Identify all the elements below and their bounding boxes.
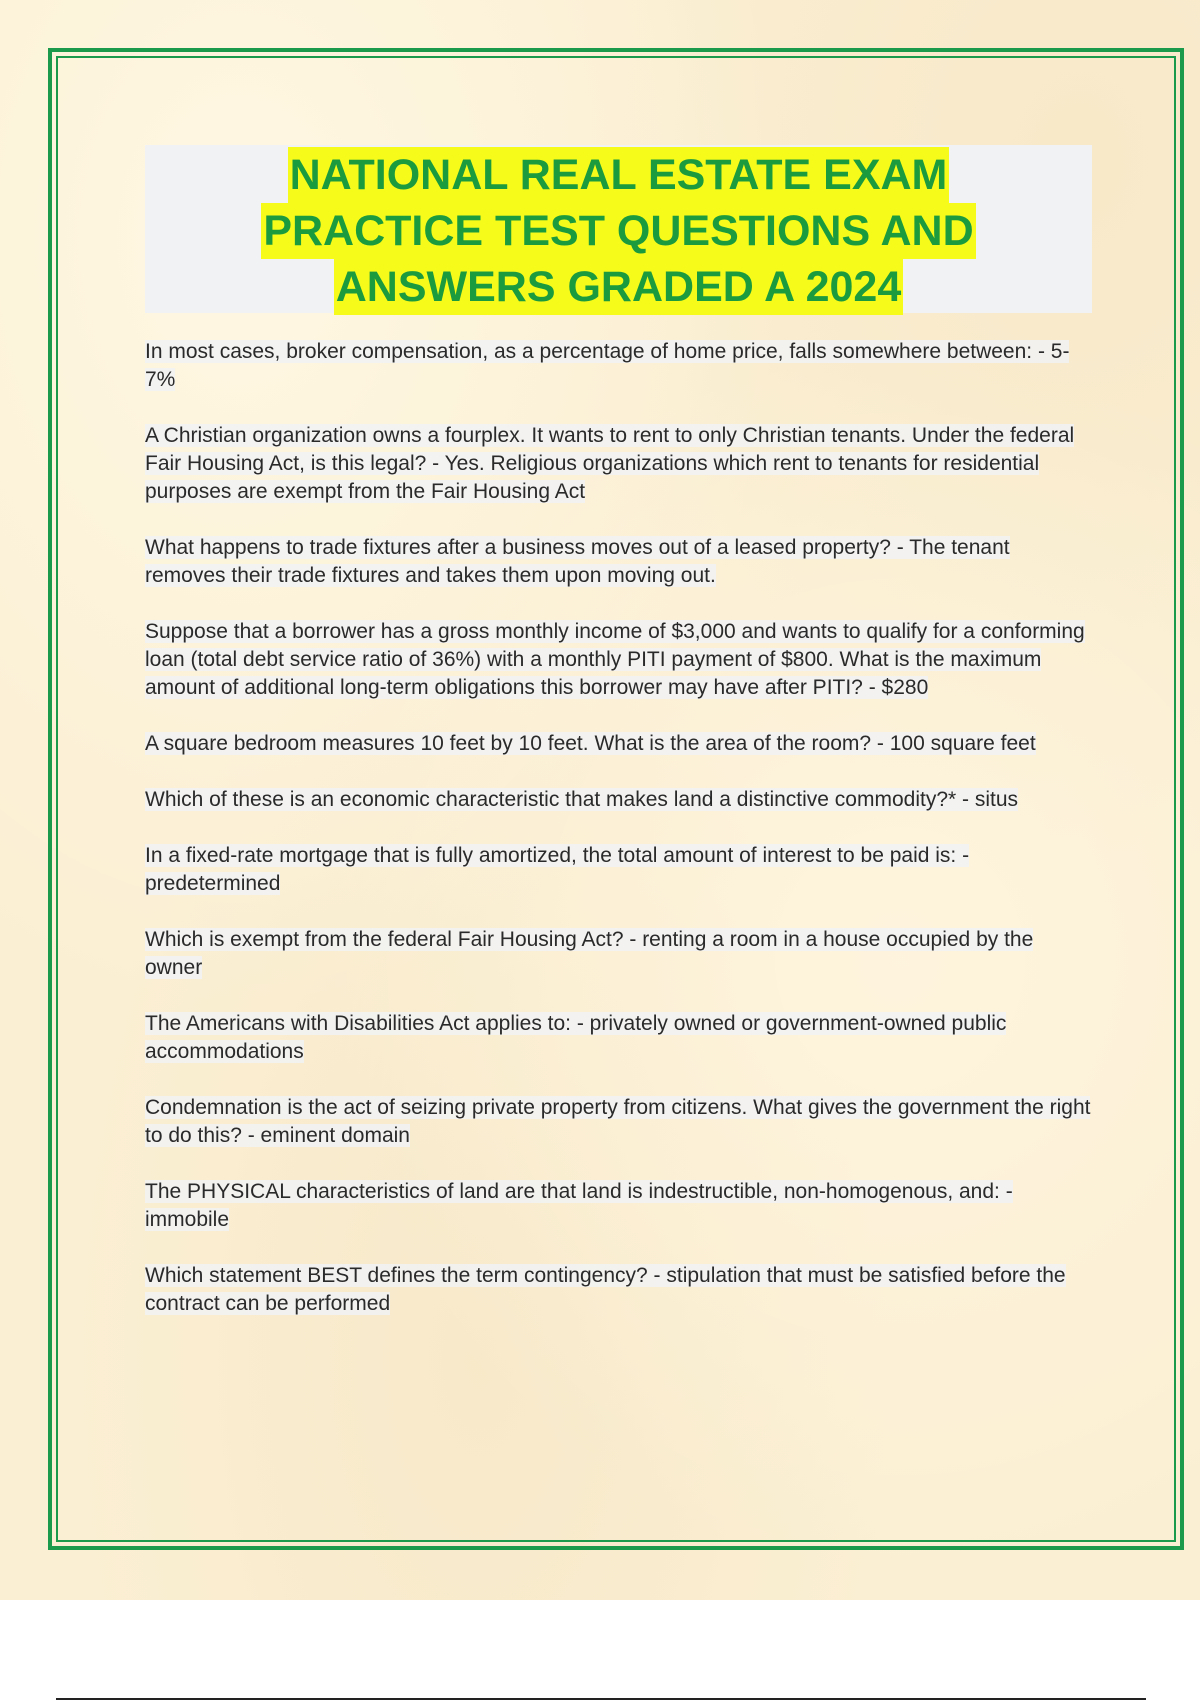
qa-text: Condemnation is the act of seizing private property from citizens. What gives the government the right to do this? - eminent domain	[145, 1096, 1091, 1147]
title-line-2: PRACTICE TEST QUESTIONS AND	[261, 203, 975, 259]
qa-text: In most cases, broker compensation, as a percentage of home price, falls somewhere between: - 5-7%	[145, 340, 1070, 391]
title-line-3: ANSWERS GRADED A 2024	[334, 259, 904, 315]
qa-text: A Christian organization owns a fourplex. It wants to rent to only Christian tenants. Under the federal Fair Housing Act, is this legal? - Yes. Religious organizations which rent to tenants for residential purposes are exempt from the Fair Housing Act	[145, 424, 1075, 503]
document-title	[145, 145, 1092, 313]
qa-item	[145, 338, 1092, 394]
qa-text: A square bedroom measures 10 feet by 10 feet. What is the area of the room? - 100 square feet	[145, 732, 1036, 755]
qa-text: The PHYSICAL characteristics of land are that land is indestructible, non-homogenous, and: - immobile	[145, 1180, 1013, 1231]
qa-item	[145, 730, 1092, 758]
qa-item	[145, 926, 1092, 982]
qa-item	[145, 1262, 1092, 1318]
qa-item	[145, 786, 1092, 814]
qa-text: What happens to trade fixtures after a business moves out of a leased property? - The tenant removes their trade fixtures and takes them upon moving out.	[145, 536, 1010, 587]
qa-item	[145, 1094, 1092, 1150]
qa-text: Which is exempt from the federal Fair Housing Act? - renting a room in a house occupied by the owner	[145, 928, 1034, 979]
qa-item	[145, 534, 1092, 590]
qa-item	[145, 1178, 1092, 1234]
qa-item	[145, 618, 1092, 702]
qa-text: Suppose that a borrower has a gross monthly income of $3,000 and wants to qualify for a conforming loan (total debt service ratio of 36%) with a monthly PITI payment of $800. What is the maximum amount of additional long-term obligations this borrower may have after PITI? - $280	[145, 620, 1085, 699]
qa-list	[145, 338, 1092, 1346]
qa-text: In a fixed-rate mortgage that is fully amortized, the total amount of interest to be paid is: - predetermined	[145, 844, 970, 895]
qa-text: Which of these is an economic characteristic that makes land a distinctive commodity?* - situs	[145, 788, 1019, 811]
title-line-1: NATIONAL REAL ESTATE EXAM	[288, 147, 950, 203]
qa-text: Which statement BEST defines the term contingency? - stipulation that must be satisfied before the contract can be performed	[145, 1264, 1066, 1315]
qa-item	[145, 842, 1092, 898]
qa-text: The Americans with Disabilities Act applies to: - privately owned or government-owned public accommodations	[145, 1012, 1007, 1063]
qa-item	[145, 422, 1092, 506]
qa-item	[145, 1010, 1092, 1066]
